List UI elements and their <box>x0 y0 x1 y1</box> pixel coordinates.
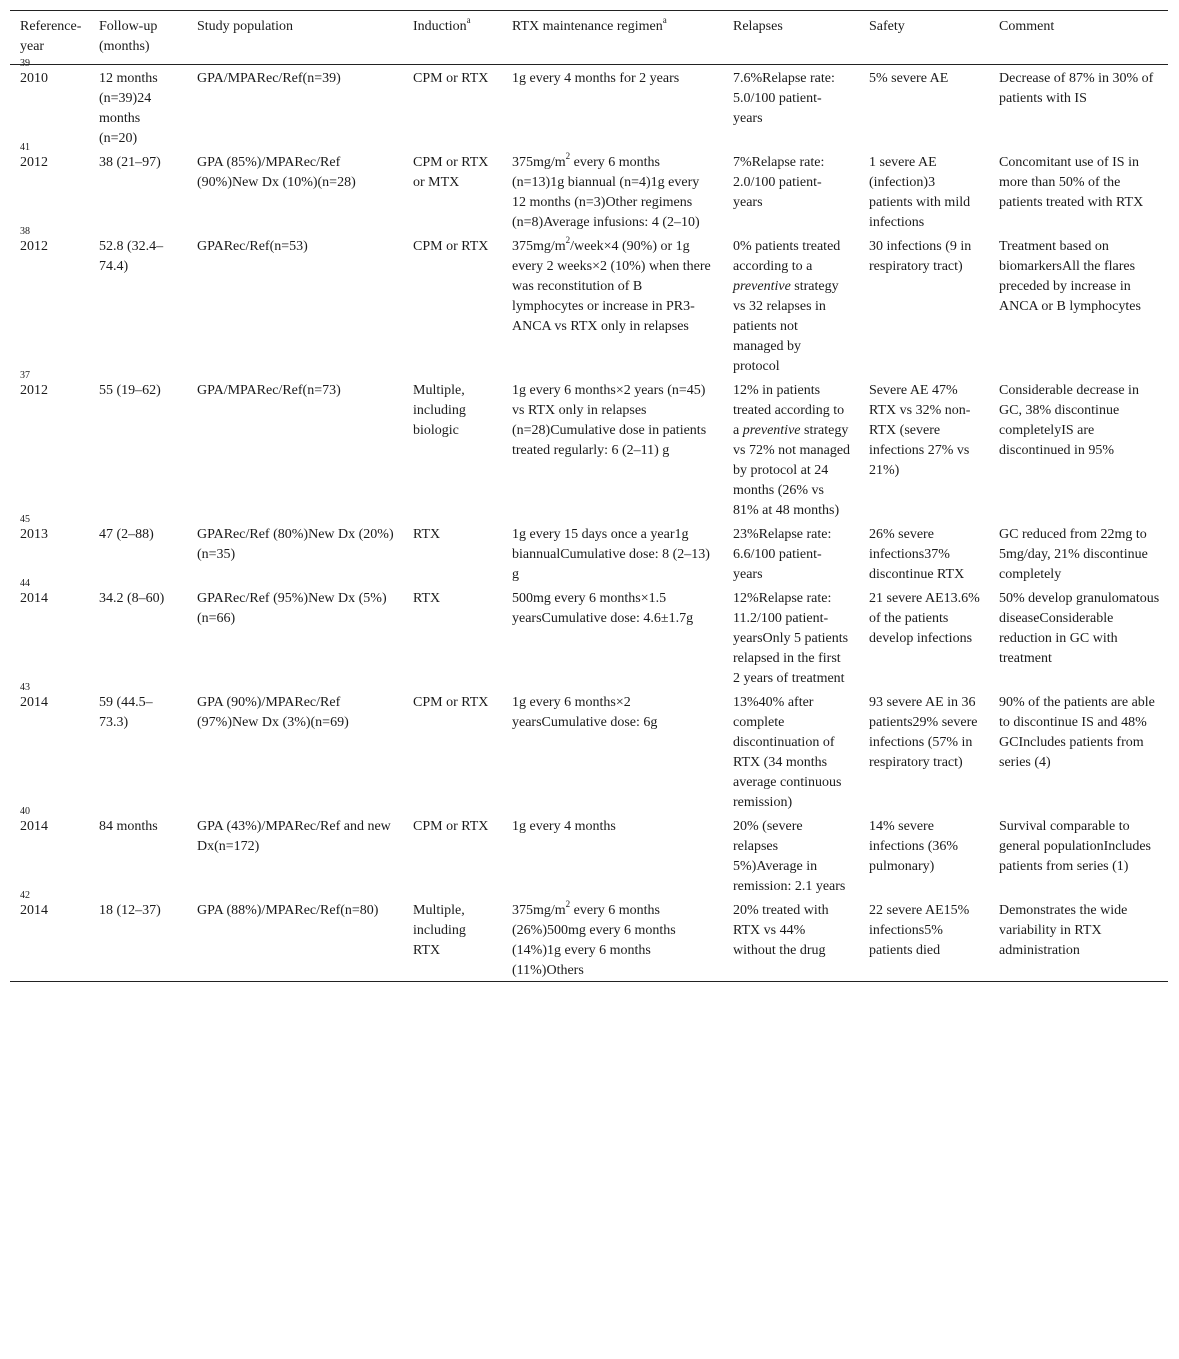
cell-relapses: 7.6%Relapse rate: 5.0/100 patient-years <box>733 71 835 126</box>
cell-safety: 26% severe infections37% discontinue RTX <box>869 527 965 582</box>
footnote-marker: a <box>466 15 471 26</box>
cell-population: GPA (85%)/MPARec/Ref (90%)New Dx (10%)(n=28) <box>197 155 356 190</box>
cell-induction: RTX <box>413 527 441 542</box>
cell-comment: Considerable decrease in GC, 38% discontinue completelyIS are discontinued in 95% <box>999 383 1139 458</box>
cell-regimen: 1g every 6 months×2 years (n=45) vs RTX only in relapses (n=28)Cumulative dose in patients treated regularly: 6 (2–11) g <box>512 383 707 458</box>
year: 2012 <box>20 383 48 398</box>
relapses-text: 12% in patients treated according to a <box>733 383 845 438</box>
cell-relapses: 20% (severe relapses 5%)Average in remission: 2.1 years <box>733 819 846 894</box>
regimen-text: every 6 months (n=13)1g biannual (n=4)1g every 12 months (n=3)Other regimens (n=8)Average infusions: 4 (2–10) <box>512 155 700 230</box>
regimen-text: every 6 months (26%)500mg every 6 months (14%)1g every 6 months (11%)Others <box>512 903 676 978</box>
cell-population: GPARec/Ref(n=53) <box>197 239 308 254</box>
reference-number: 40 <box>20 806 30 817</box>
table-row <box>10 813 1168 897</box>
year: 2014 <box>20 903 48 918</box>
relapses-emphasis: preventive <box>733 279 791 294</box>
cell-safety: 5% severe AE <box>869 71 949 86</box>
rtx-maintenance-table <box>10 10 1168 982</box>
cell-regimen <box>502 233 723 377</box>
cell-comment: GC reduced from 22mg to 5mg/day, 21% discontinue completely <box>999 527 1148 582</box>
table-row <box>10 689 1168 813</box>
regimen-text: 375mg/m <box>512 239 566 254</box>
year: 2014 <box>20 819 48 834</box>
cell-population: GPA (90%)/MPARec/Ref (97%)New Dx (3%)(n=69) <box>197 695 349 730</box>
cell-ref-year <box>10 806 89 897</box>
cell-relapses: 20% treated with RTX vs 44% without the drug <box>733 903 829 958</box>
header-induction <box>403 11 502 65</box>
superscript: 2 <box>565 235 571 246</box>
header-regimen <box>502 11 723 65</box>
cell-comment: Decrease of 87% in 30% of patients with IS <box>999 71 1154 106</box>
table-row <box>10 377 1168 521</box>
cell-regimen <box>502 149 723 233</box>
cell-ref-year <box>10 514 89 585</box>
cell-ref-year <box>10 142 89 233</box>
year: 2013 <box>20 527 48 542</box>
header-followup: Follow-up (months) <box>99 19 158 54</box>
cell-induction: Multiple, including RTX <box>413 903 466 958</box>
cell-safety: Severe AE 47% RTX vs 32% non-RTX (severe infections 27% vs 21%) <box>869 383 971 478</box>
cell-regimen: 1g every 6 months×2 yearsCumulative dose: 6g <box>512 695 658 730</box>
table-row <box>10 233 1168 377</box>
cell-safety: 1 severe AE (infection)3 patients with mild infections <box>869 155 971 230</box>
table-row <box>10 585 1168 689</box>
reference-number: 42 <box>20 890 30 901</box>
cell-population: GPARec/Ref (95%)New Dx (5%) (n=66) <box>197 591 387 626</box>
cell-population: GPA/MPARec/Ref(n=39) <box>197 71 341 86</box>
relapses-text: 0% patients treated according to a <box>733 239 841 274</box>
cell-safety: 14% severe infections (36% pulmonary) <box>869 819 959 874</box>
cell-regimen: 500mg every 6 months×1.5 yearsCumulative dose: 4.6±1.7g <box>512 591 694 626</box>
regimen-text: 375mg/m <box>512 155 566 170</box>
table-row <box>10 897 1168 982</box>
cell-induction: CPM or RTX <box>413 71 489 86</box>
cell-population: GPARec/Ref (80%)New Dx (20%)(n=35) <box>197 527 394 562</box>
cell-relapses <box>723 233 859 377</box>
reference-number: 37 <box>20 370 30 381</box>
header-relapses: Relapses <box>733 19 783 34</box>
relapses-emphasis: preventive <box>742 423 801 438</box>
cell-population: GPA (88%)/MPARec/Ref(n=80) <box>197 903 379 918</box>
table-row <box>10 65 1168 150</box>
cell-relapses: 12%Relapse rate: 11.2/100 patient-yearsOnly 5 patients relapsed in the first 2 years of treatment <box>733 591 849 686</box>
cell-comment: 50% develop granulomatous diseaseConsiderable reduction in GC with treatment <box>999 591 1160 666</box>
cell-ref-year <box>10 370 89 521</box>
reference-number: 38 <box>20 226 30 237</box>
cell-ref-year <box>10 578 89 689</box>
cell-induction: CPM or RTX or MTX <box>413 155 489 190</box>
cell-comment: 90% of the patients are able to discontinue IS and 48% GCIncludes patients from series (4) <box>999 695 1155 770</box>
cell-induction: RTX <box>413 591 441 606</box>
table-container <box>10 10 1168 982</box>
cell-regimen: 1g every 15 days once a year1g biannualCumulative dose: 8 (2–13) g <box>512 527 710 582</box>
cell-population: GPA (43%)/MPARec/Ref and new Dx(n=172) <box>197 819 391 854</box>
cell-population: GPA/MPARec/Ref(n=73) <box>197 383 341 398</box>
regimen-text: /week×4 (90%) or 1g every 2 weeks×2 (10%) when there was reconstitution of B lymphocytes or increase in PR3-ANCA vs RTX only in relapses <box>512 239 711 334</box>
cell-relapses: 23%Relapse rate: 6.6/100 patient-years <box>733 527 832 582</box>
cell-followup: 18 (12–37) <box>99 903 161 918</box>
header-regimen-label: RTX maintenance regimen <box>512 19 663 34</box>
cell-regimen <box>502 897 723 982</box>
cell-ref-year <box>10 890 89 982</box>
cell-induction: Multiple, including biologic <box>413 383 466 438</box>
year: 2012 <box>20 239 48 254</box>
reference-number: 43 <box>20 682 30 693</box>
cell-safety: 30 infections (9 in respiratory tract) <box>869 239 972 274</box>
cell-followup: 59 (44.5–73.3) <box>99 695 153 730</box>
header-row <box>10 11 1168 65</box>
footnote-marker: a <box>662 15 667 26</box>
year: 2014 <box>20 695 48 710</box>
header-ref-year: Reference-year <box>20 19 82 54</box>
header-safety: Safety <box>869 19 905 34</box>
superscript: 2 <box>565 899 571 910</box>
cell-comment: Concomitant use of IS in more than 50% of the patients treated with RTX <box>999 155 1144 210</box>
cell-ref-year <box>10 226 89 377</box>
cell-induction: CPM or RTX <box>413 695 489 710</box>
cell-comment: Treatment based on biomarkersAll the flares preceded by increase in ANCA or B lymphocytes <box>999 239 1141 314</box>
reference-number: 44 <box>20 578 30 589</box>
cell-safety: 22 severe AE15% infections5% patients died <box>869 903 970 958</box>
cell-ref-year <box>10 682 89 813</box>
cell-relapses <box>723 377 859 521</box>
year: 2012 <box>20 155 48 170</box>
reference-number: 45 <box>20 514 30 525</box>
year: 2010 <box>20 71 48 86</box>
cell-followup: 47 (2–88) <box>99 527 154 542</box>
cell-comment: Survival comparable to general populationIncludes patients from series (1) <box>999 819 1152 874</box>
superscript: 2 <box>565 151 571 162</box>
reference-number: 41 <box>20 142 30 153</box>
cell-followup: 84 months <box>99 819 158 834</box>
cell-regimen: 1g every 4 months for 2 years <box>512 71 680 86</box>
cell-relapses: 13%40% after complete discontinuation of RTX (34 months average continuous remission) <box>733 695 842 810</box>
cell-ref-year <box>10 58 89 150</box>
table-row <box>10 149 1168 233</box>
cell-followup: 55 (19–62) <box>99 383 161 398</box>
cell-followup: 34.2 (8–60) <box>99 591 165 606</box>
relapses-text: strategy vs 72% not managed by protocol at 24 months (26% vs 81% at 48 months) <box>733 423 851 518</box>
cell-followup: 52.8 (32.4–74.4) <box>99 239 164 274</box>
cell-induction: CPM or RTX <box>413 239 489 254</box>
cell-relapses: 7%Relapse rate: 2.0/100 patient-years <box>733 155 825 210</box>
cell-followup: 38 (21–97) <box>99 155 161 170</box>
cell-safety: 21 severe AE13.6% of the patients develop infections <box>869 591 980 646</box>
header-induction-label: Induction <box>413 19 467 34</box>
header-comment: Comment <box>999 19 1055 34</box>
cell-safety: 93 severe AE in 36 patients29% severe infections (57% in respiratory tract) <box>869 695 978 770</box>
cell-regimen: 1g every 4 months <box>512 819 616 834</box>
cell-followup: 12 months (n=39)24 months (n=20) <box>99 71 158 146</box>
reference-number: 39 <box>20 58 30 69</box>
table-row <box>10 521 1168 585</box>
regimen-text: 375mg/m <box>512 903 566 918</box>
year: 2014 <box>20 591 48 606</box>
relapses-text: strategy vs 32 relapses in patients not managed by protocol <box>733 279 839 374</box>
header-population: Study population <box>197 19 294 34</box>
cell-induction: CPM or RTX <box>413 819 489 834</box>
cell-comment: Demonstrates the wide variability in RTX administration <box>999 903 1128 958</box>
